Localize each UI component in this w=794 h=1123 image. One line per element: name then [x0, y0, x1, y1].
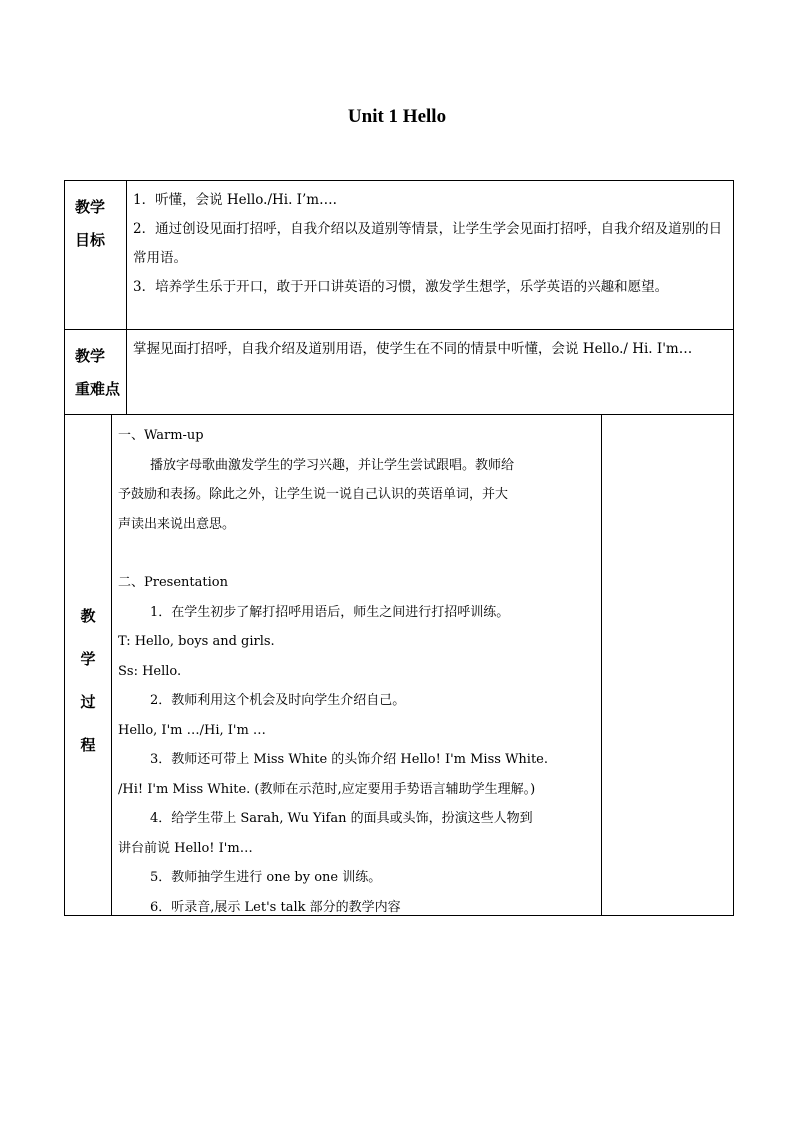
process-line: 3．教师还可带上 Miss White 的头饰介绍 Hello! I'm Miss White.: [150, 752, 549, 767]
notes-column: [602, 415, 733, 915]
process-line: /Hi! I'm Miss White. (教师在示范时,应定要用手势语言辅助学生理解。): [118, 781, 536, 797]
process-line: 2．教师利用这个机会及时向学生介绍自己。: [150, 693, 406, 708]
process-line: Ss: Hello.: [118, 663, 182, 679]
objectives-row: [64, 180, 734, 329]
process-label-char: 程: [80, 736, 96, 754]
key-points-text: 掌握见面打招呼，自我介绍及道别用语，使学生在不同的情景中听懂，会说 Hello./ Hi. I'm…: [133, 341, 693, 357]
process-line: 予鼓励和表扬。除此之外，让学生说一说自己认识的英语单词，并大: [118, 487, 509, 502]
process-line: Hello, I'm …/Hi, I'm …: [118, 722, 266, 738]
process-label-char: 教: [80, 607, 96, 625]
blank-line: [118, 539, 595, 568]
process-line: T: Hello, boys and girls.: [118, 634, 275, 649]
key-points-label: [65, 330, 127, 414]
process-row: [64, 414, 734, 916]
objective-item: 3．培养学生乐于开口，敢于开口讲英语的习惯，激发学生想学，乐学英语的兴趣和愿望。: [133, 279, 669, 295]
process-line: 声读出来说出意思。: [118, 516, 236, 532]
process-line: 5．教师抽学生进行 one by one 训练。: [150, 870, 382, 885]
process-line: 播放字母歌曲激发学生的学习兴趣，并让学生尝试跟唱。教师给: [150, 457, 515, 473]
key-points-label-line: 教学: [75, 347, 106, 365]
process-line: 1．在学生初步了解打招呼用语后，师生之间进行打招呼训练。: [150, 604, 510, 620]
process-line: 讲台前说 Hello! I'm…: [118, 840, 253, 856]
document-title: Unit 1 Hello: [347, 106, 447, 127]
process-line: 二、Presentation: [118, 575, 228, 590]
objective-item: 1．听懂，会说 Hello./Hi. I’m….: [133, 192, 337, 208]
process-line: 4．给学生带上 Sarah, Wu Yifan 的面具或头饰，扮演这些人物到: [150, 811, 533, 826]
key-points-content: [127, 330, 733, 414]
objectives-label-line: 教学: [75, 198, 106, 216]
process-label-char: 学: [80, 650, 96, 668]
key-points-row: [64, 329, 734, 414]
objective-item: 2．通过创设见面打招呼，自我介绍以及道别等情景，让学生学会见面打招呼，自我介绍及道别的日常用语。: [133, 221, 723, 266]
objectives-content: [127, 181, 733, 329]
process-line: 6．听录音,展示 Let's talk 部分的教学内容: [150, 899, 401, 915]
process-label: [65, 415, 112, 915]
process-label-char: 过: [80, 693, 96, 711]
process-content: [112, 415, 602, 915]
process-line: 一、Warm-up: [118, 428, 204, 443]
objectives-label: [65, 181, 127, 329]
key-points-label-line: 重难点: [75, 380, 121, 398]
objectives-label-line: 目标: [75, 231, 106, 249]
lesson-plan-table: [64, 180, 734, 916]
